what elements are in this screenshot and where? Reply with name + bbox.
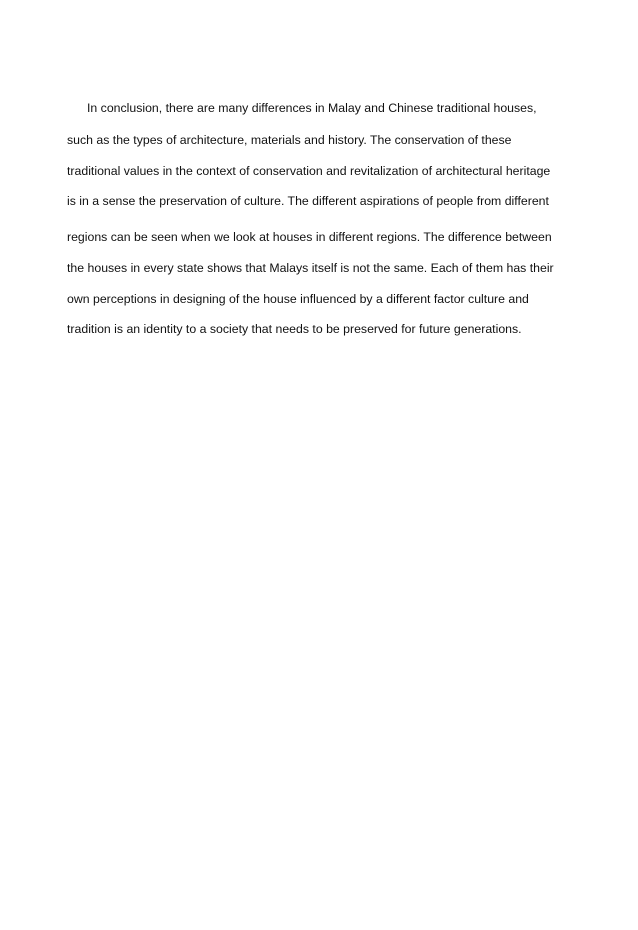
paragraph-line-4: is in a sense the preservation of culture. The different aspirations of people from different bbox=[67, 194, 549, 208]
paragraph-line-6: the houses in every state shows that Malays itself is not the same. Each of them has their bbox=[67, 261, 554, 275]
paragraph-line-7: own perceptions in designing of the house influenced by a different factor culture and bbox=[67, 292, 529, 306]
paragraph-line-1: In conclusion, there are many differences in Malay and Chinese traditional houses, bbox=[87, 101, 537, 115]
paragraph-line-3: traditional values in the context of conservation and revitalization of architectural heritage bbox=[67, 164, 551, 178]
paragraph-line-2: such as the types of architecture, materials and history. The conservation of these bbox=[67, 133, 512, 147]
paragraph-line-8: tradition is an identity to a society that needs to be preserved for future generations. bbox=[67, 322, 522, 336]
paragraph-line-5: regions can be seen when we look at houses in different regions. The difference between bbox=[67, 230, 552, 244]
